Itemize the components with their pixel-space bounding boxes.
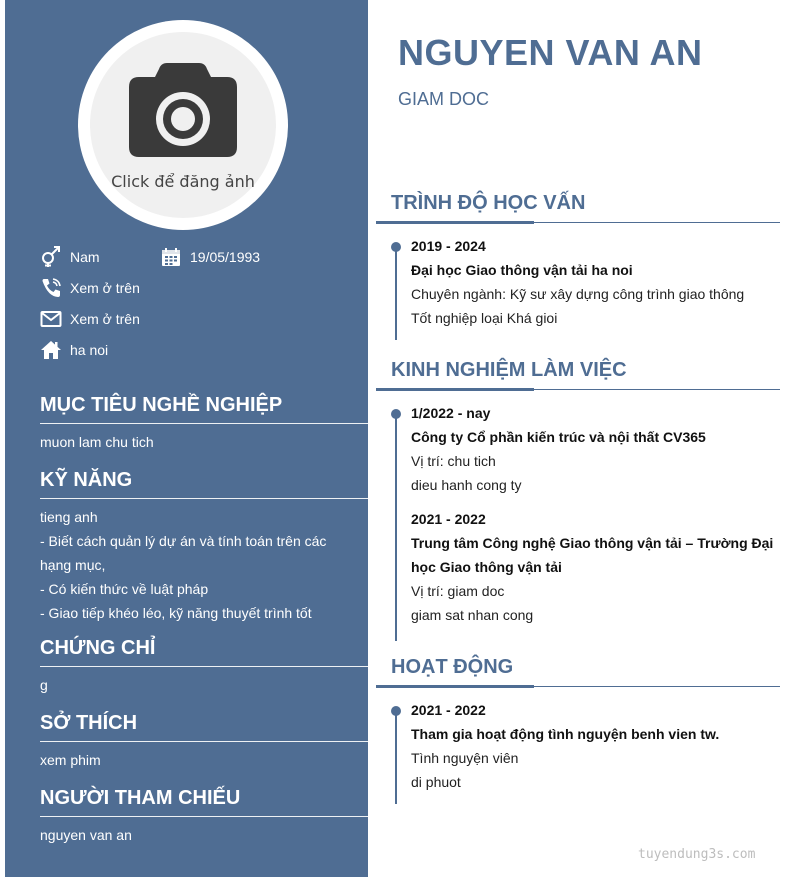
divider [40,741,368,742]
hobbies-title: SỞ THÍCH [40,712,138,734]
contact-phone [40,277,140,299]
timeline-dot [391,242,401,252]
experience-role: Vị trí: giam doc [411,583,505,599]
activities-title: HOẠT ĐỘNG [391,656,514,678]
section-rule-accent [376,388,534,391]
experience-description: dieu hanh cong ty [411,477,522,493]
envelope-icon [40,308,62,330]
contact-address [40,339,108,361]
gender-value: Nam [70,249,100,265]
activity-period: 2021 - 2022 [411,702,486,718]
avatar-upload-label[interactable]: Click để đăng ảnh [111,172,255,191]
timeline-dot [391,409,401,419]
education-title: TRÌNH ĐỘ HỌC VẤN [391,192,586,214]
references-section [40,785,368,843]
certificates-text: g [40,677,48,693]
experience-period: 1/2022 - nay [411,405,491,421]
divider [40,816,368,817]
watermark: tuyendung3s.com [638,847,756,862]
job-title: GIAM DOC [398,89,490,109]
contact-birthday [160,246,260,268]
timeline-dot [391,706,401,716]
objective-text: muon lam chu tich [40,434,154,450]
experience-title: KINH NGHIỆM LÀM VIỆC [391,359,627,381]
certificates-section [40,635,368,693]
contact-email [40,308,140,330]
objective-section [40,392,368,450]
education-major: Chuyên ngành: Kỹ sư xây dựng công trình giao thông [411,286,745,302]
activity-organization: Tham gia hoạt động tình nguyện benh vien tw. [411,726,720,742]
skill-line: - Giao tiếp khéo léo, kỹ năng thuyết trình tốt [40,605,312,621]
birthday-value: 19/05/1993 [190,249,261,265]
sidebar [5,0,368,877]
skill-line: tieng anh [40,509,98,525]
experience-period: 2021 - 2022 [411,511,486,527]
experience-company: Trung tâm Công nghệ Giao thông vận tải – Trường Đại [411,535,774,551]
phone-icon [40,277,62,299]
skills-list [40,505,368,625]
references-title: NGƯỜI THAM CHIẾU [40,787,241,809]
activity-role: Tình nguyện viên [411,750,519,766]
address-value: ha noi [70,342,109,358]
section-rule-accent [376,685,534,688]
references-text: nguyen van an [40,827,132,843]
activity-description: di phuot [411,774,461,790]
timeline-line [395,246,397,340]
hobbies-section [40,710,368,768]
skill-line: - Có kiến thức về luật pháp [40,581,209,597]
timeline-line [395,710,397,804]
phone-value: Xem ở trên [70,280,140,296]
email-value: Xem ở trên [70,311,140,327]
skill-line: - Biết cách quản lý dự án và tính toán trên các [40,533,327,549]
divider [40,666,368,667]
timeline-line [395,413,397,641]
experience-company: học Giao thông vận tải [411,559,562,575]
avatar-upload-area[interactable] [90,32,276,218]
divider [40,423,368,424]
education-grade: Tốt nghiệp loại Khá gioi [411,310,558,326]
education-school: Đại học Giao thông vận tải ha noi [411,262,633,278]
camera-icon [129,63,237,157]
education-period: 2019 - 2024 [411,238,486,254]
certificates-title: CHỨNG CHỈ [40,637,156,659]
candidate-name: NGUYEN VAN AN [398,32,703,73]
section-rule-accent [376,221,534,224]
gender-icon [40,246,62,268]
skills-title: KỸ NĂNG [40,469,133,491]
experience-role: Vị trí: chu tich [411,453,496,469]
skills-section [40,467,368,621]
experience-description: giam sat nhan cong [411,607,534,623]
objective-title: MỤC TIÊU NGHỀ NGHIỆP [40,394,283,416]
skill-line: hạng mục, [40,557,106,573]
avatar[interactable] [78,20,288,230]
calendar-icon [160,246,182,268]
contact-gender [40,246,100,268]
experience-company: Công ty Cổ phần kiến trúc và nội thất CV365 [411,429,706,445]
home-icon [40,339,62,361]
divider [40,498,368,499]
hobbies-text: xem phim [40,752,101,768]
